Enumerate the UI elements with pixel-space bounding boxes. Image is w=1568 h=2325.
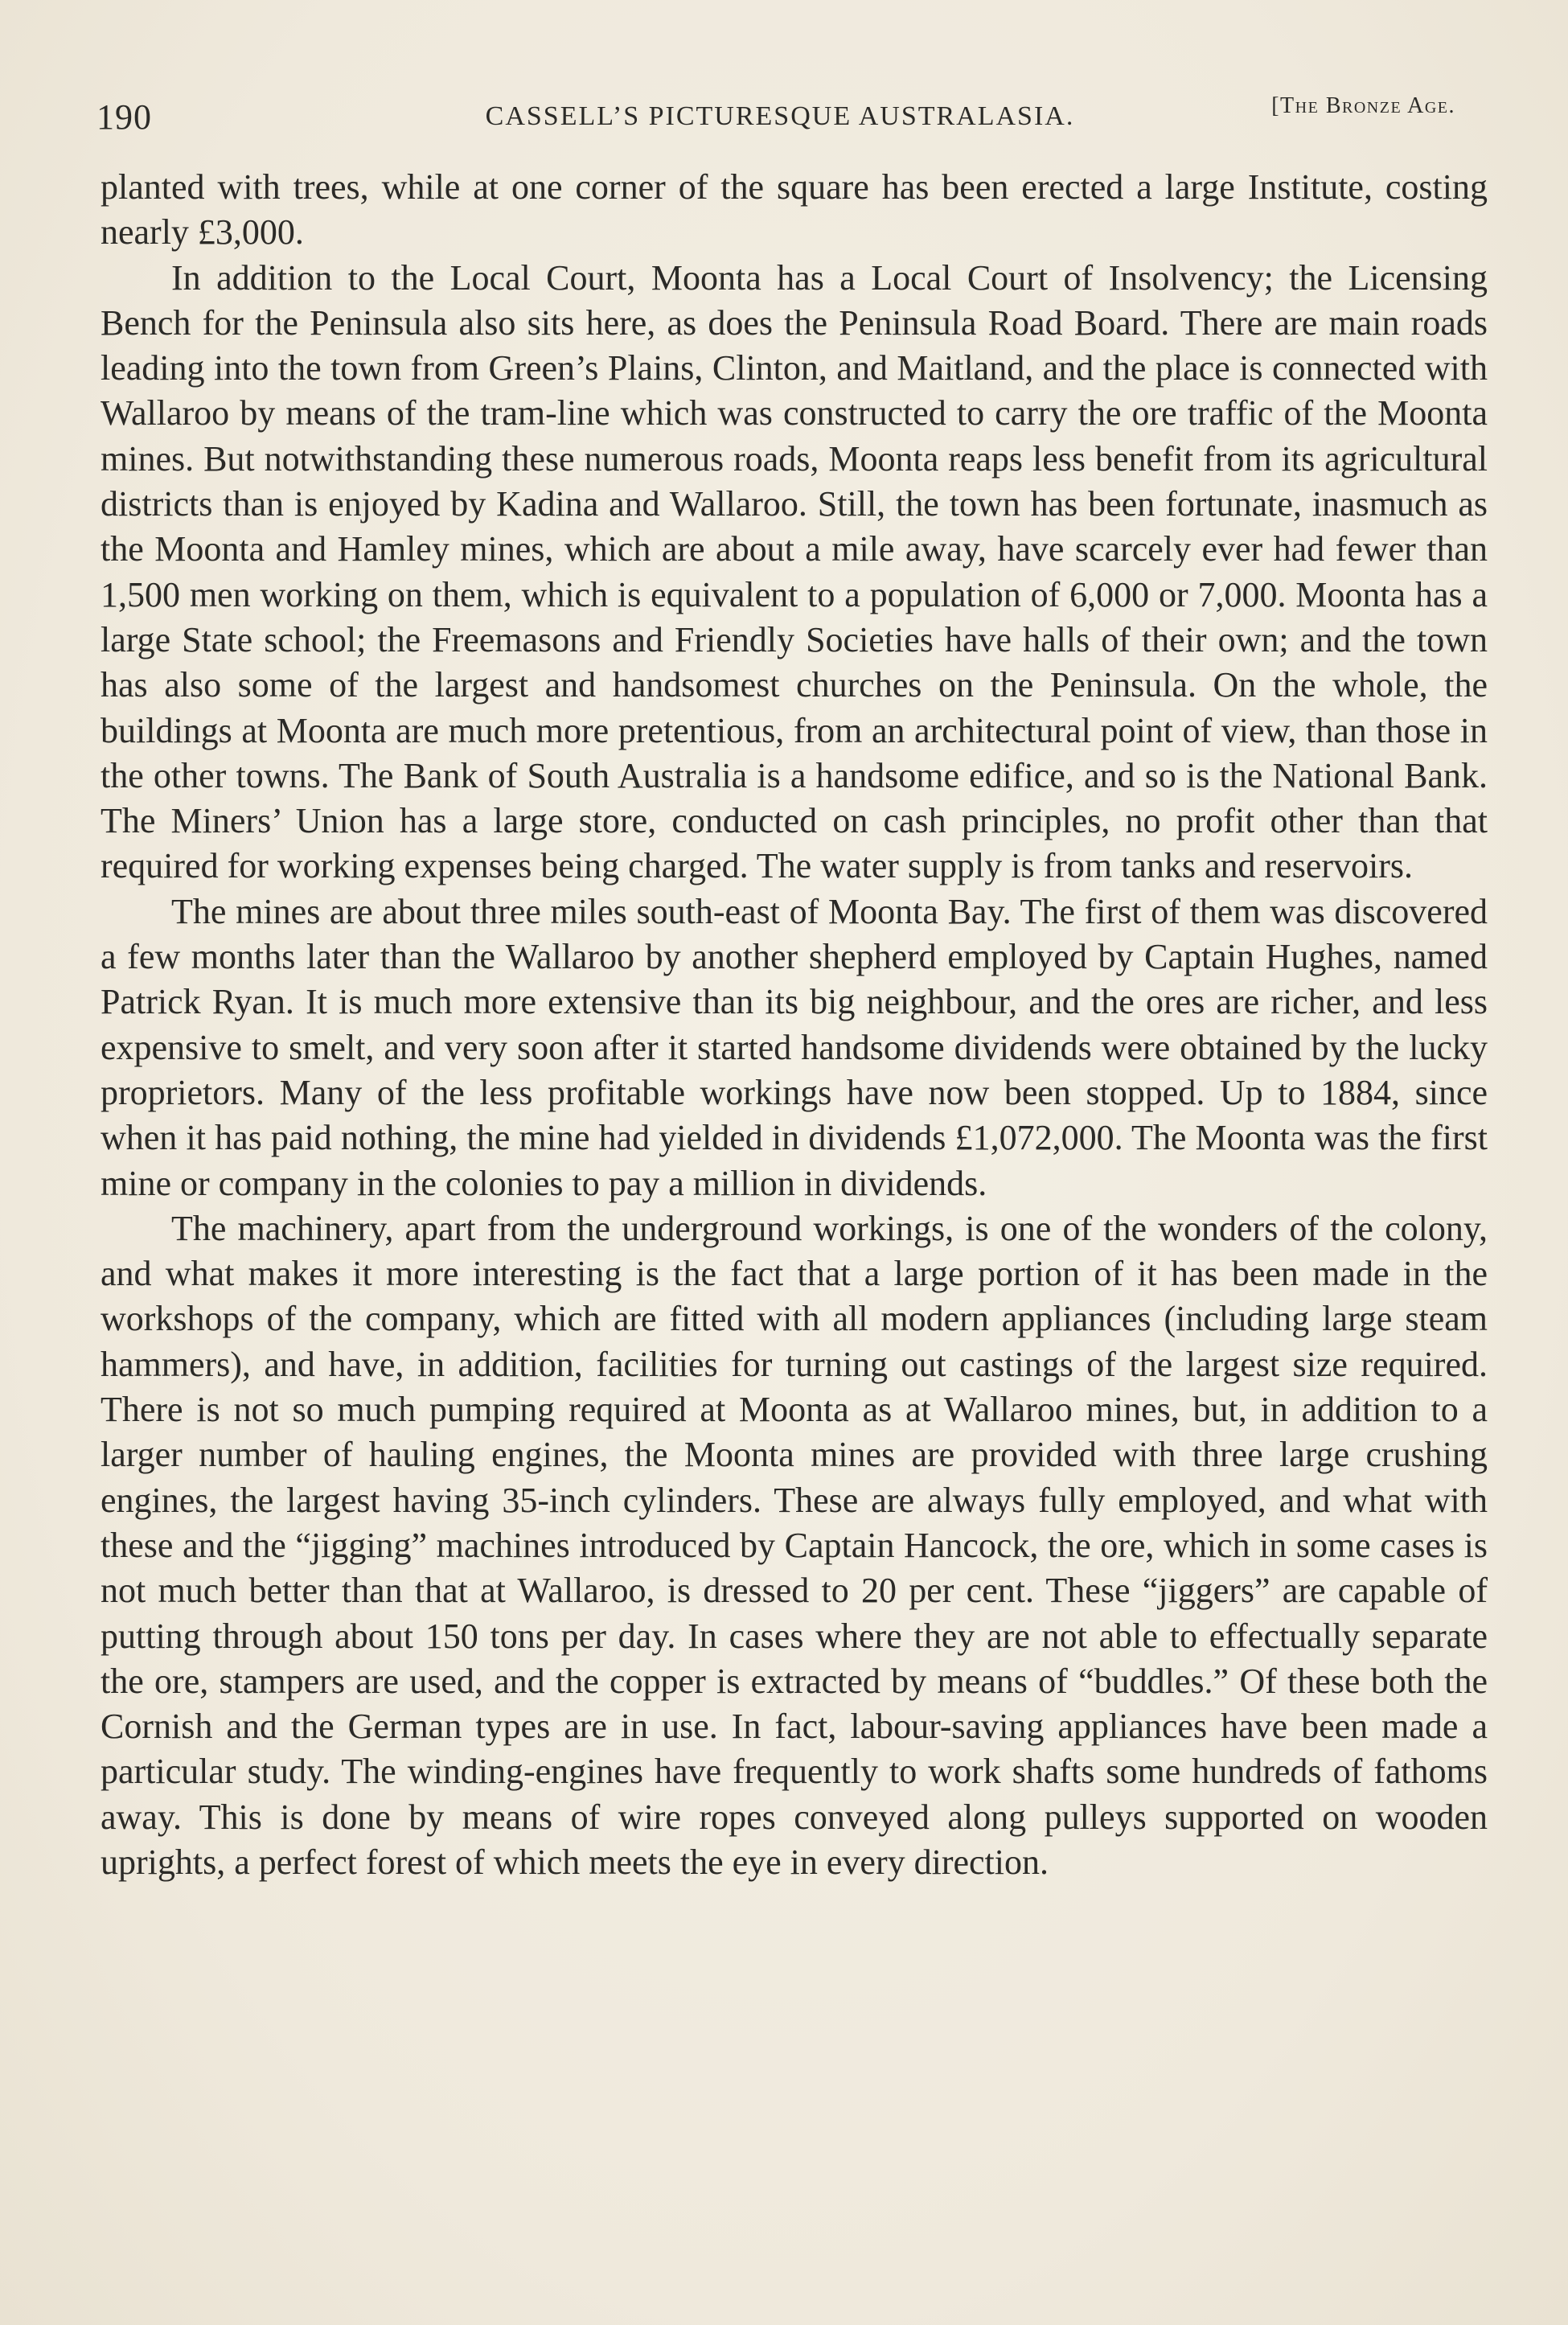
paragraph-machinery: The machinery, apart from the underground workings, is one of the wonders of the colony, and what makes it more interesting is the fact that a large portion of it has been made in the workshops of the company, which are fitted with all modern appliances (including large steam hammers), and have, in addition, facilities for turning out castings of the largest size required. There is not so much pumping required at Moonta as at Wallaroo mines, but, in addition to a larger number of hauling engines, the Moonta mines are provided with three large crushing engines, the largest having 35-inch cylinders. These are always fully employed, and what with these and the “jigging” machines introduced by Captain Hancock, the ore, which in some cases is not much better than that at Wallaroo, is dressed to 20 per cent. These “jiggers” are capable of putting through about 150 tons per day. In cases where they are not able to effectually separate the ore, stampers are used, and the copper is extracted by means of “buddles.” Of these both the Cornish and the German types are in use. In fact, labour-saving appliances have been made a particular study. The winding-engines have frequently to work shafts some hundreds of fathoms away. This is done by means of wire ropes conveyed along pulleys supported on wooden uprights, a perfect forest of which meets the eye in every direction.	[101, 1208, 1488, 1882]
running-head	[96, 90, 1463, 138]
paragraph-local-court: In addition to the Local Court, Moonta has a Local Court of Insolvency; the Licensing Bench for the Peninsula also sits here, as does the Peninsula Road Board. There are main roads leading into the town from Green’s Plains, Clinton, and Maitland, and the place is connected with Wallaroo by means of the tram-line which was constructed to carry the ore traffic of the Moonta mines. But notwithstanding these numerous roads, Moonta reaps less benefit from its agricultural districts than is enjoyed by Kadina and Wallaroo. Still, the town has been fortunate, inasmuch as the Moonta and Hamley mines, which are about a mile away, have scarcely ever had fewer than 1,500 men working on them, which is equivalent to a population of 6,000 or 7,000. Moonta has a large State school; the Freemasons and Friendly Societies have halls of their own; and the town has also some of the largest and handsomest churches on the Peninsula. On the whole, the buildings at Moonta are much more pretentious, from an architectural point of view, than those in the other towns. The Bank of South Australia is a handsome edifice, and so is the National Bank. The Miners’ Union has a large store, conducted on cash principles, no profit other than that required for working expenses being charged. The water supply is from tanks and reservoirs.	[101, 257, 1488, 886]
page-number: 190	[96, 97, 152, 137]
section-title: [The Bronze Age.	[1271, 93, 1455, 118]
book-title: CASSELL’S PICTURESQUE AUSTRALASIA.	[485, 101, 1075, 131]
paragraph-mines: The mines are about three miles south-east of Moonta Bay. The first of them was discovered a few months later than the Wallaroo by another shepherd employed by Captain Hughes, named Patrick Ryan. It is much more extensive than its big neighbour, and the ores are richer, and less expensive to smelt, and very soon after it started handsome dividends were obtained by the lucky proprietors. Many of the less profitable workings have now been stopped. Up to 1884, since when it has paid nothing, the mine had yielded in dividends £1,072,000. The Moonta was the first mine or company in the colonies to pay a million in dividends.	[101, 891, 1488, 1203]
paragraph-continuation: planted with trees, while at one corner of the square has been erected a large Institute, costing nearly £3,000.	[101, 167, 1488, 253]
body-text	[101, 165, 1488, 1885]
